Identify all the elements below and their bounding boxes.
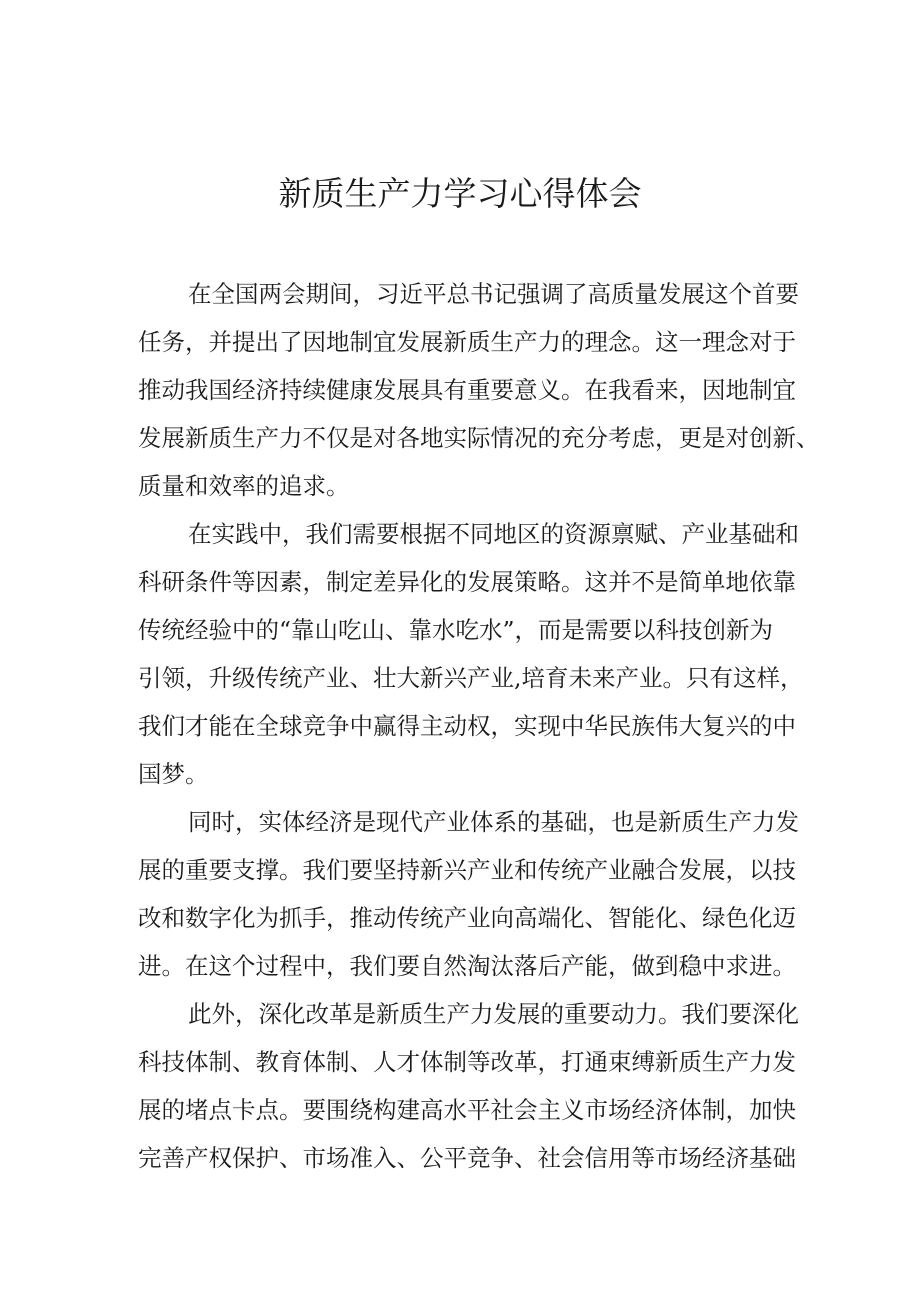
paragraph-line: 同时，实体经济是现代产业体系的基础，也是新质生产力发	[188, 808, 799, 836]
paragraph-line: 科技体制、教育体制、人才体制等改革，打通束缚新质生产力发	[138, 1048, 796, 1076]
paragraph-line: 改和数字化为抓手，推动传统产业向高端化、智能化、绿色化迈	[138, 904, 796, 932]
paragraph-1	[138, 270, 820, 510]
paragraph-line: 质量和效率的追求。	[138, 472, 350, 500]
paragraph-3	[138, 798, 798, 990]
paragraph-2	[138, 510, 804, 798]
paragraph-line: 传统经验中的“靠山吃山、靠水吃水”，而是需要以科技创新为	[138, 616, 774, 644]
paragraph-line: 科研条件等因素，制定差异化的发展策略。这并不是简单地依靠	[138, 568, 796, 596]
paragraph-line: 国梦。	[138, 760, 209, 788]
paragraph-line: 展的重要支撑。我们要坚持新兴产业和传统产业融合发展，以技	[138, 856, 796, 884]
paragraph-line: 此外，深化改革是新质生产力发展的重要动力。我们要深化	[188, 1000, 799, 1028]
paragraph-4	[138, 990, 798, 1182]
paragraph-line: 任务，并提出了因地制宜发展新质生产力的理念。这一理念对于	[138, 328, 796, 356]
paragraph-line: 展的堵点卡点。要围绕构建高水平社会主义市场经济体制，加快	[138, 1096, 796, 1124]
paragraph-line: 在实践中，我们需要根据不同地区的资源禀赋、产业基础和	[188, 520, 799, 548]
document-body	[138, 270, 820, 1182]
paragraph-line: 进。在这个过程中，我们要自然淘汰落后产能，做到稳中求进。	[138, 952, 796, 980]
document-title: 新质生产力学习心得体会	[278, 174, 642, 213]
paragraph-line: 引领，升级传统产业、壮大新兴产业,培育未来产业。只有这样，	[138, 664, 804, 692]
paragraph-line: 完善产权保护、市场准入、公平竞争、社会信用等市场经济基础	[138, 1144, 796, 1172]
paragraph-line: 在全国两会期间，习近平总书记强调了高质量发展这个首要	[188, 280, 799, 308]
paragraph-line: 发展新质生产力不仅是对各地实际情况的充分考虑，更是对创新、	[138, 424, 820, 452]
paragraph-line: 我们才能在全球竞争中赢得主动权，实现中华民族伟大复兴的中	[138, 712, 796, 740]
paragraph-line: 推动我国经济持续健康发展具有重要意义。在我看来，因地制宜	[138, 376, 796, 404]
